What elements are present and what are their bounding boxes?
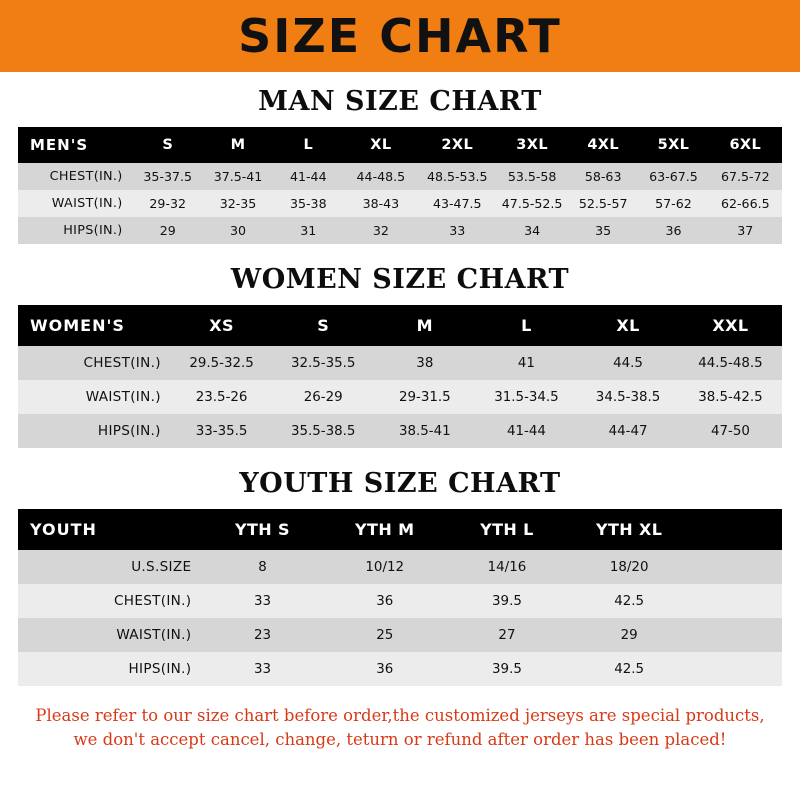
cell: 27 — [446, 618, 568, 652]
cell: 67.5-72 — [709, 163, 782, 190]
cell: 32.5-35.5 — [272, 346, 374, 380]
youth-size-table — [18, 509, 782, 686]
man-header-cell: 4XL — [587, 137, 620, 153]
man-header-cell: S — [162, 137, 174, 153]
women-header-cell: XS — [209, 316, 234, 335]
table-row — [18, 584, 782, 618]
man-header-cell: 3XL — [516, 137, 548, 153]
cell-spacer — [690, 652, 782, 686]
man-header-cell: 5XL — [657, 137, 690, 153]
cell: 10/12 — [324, 550, 446, 584]
row-label: HIPS(IN.) — [18, 414, 171, 448]
man-header-cell: L — [303, 137, 314, 153]
cell: 43-47.5 — [418, 190, 496, 217]
youth-header-cell: YOUTH — [30, 520, 97, 539]
cell: 44.5-48.5 — [679, 346, 782, 380]
table-row — [18, 163, 782, 190]
table-row — [18, 550, 782, 584]
row-label: CHEST(IN.) — [18, 163, 133, 190]
cell: 29.5-32.5 — [171, 346, 273, 380]
cell: 14/16 — [446, 550, 568, 584]
cell: 35-38 — [273, 190, 343, 217]
youth-header-spacer — [690, 509, 782, 550]
cell: 33-35.5 — [171, 414, 273, 448]
cell: 35-37.5 — [133, 163, 203, 190]
man-section-title: MAN SIZE CHART — [258, 86, 542, 117]
youth-table-header-row — [18, 509, 782, 550]
cell: 44.5 — [577, 346, 679, 380]
row-label: U.S.SIZE — [18, 550, 201, 584]
cell: 37 — [709, 217, 782, 244]
cell: 38 — [374, 346, 476, 380]
man-header-cell: 2XL — [441, 137, 474, 153]
cell: 41-44 — [476, 414, 578, 448]
row-label: HIPS(IN.) — [18, 217, 133, 244]
cell: 26-29 — [272, 380, 374, 414]
cell: 23.5-26 — [171, 380, 273, 414]
table-row — [18, 618, 782, 652]
youth-header-cell: YTH M — [355, 520, 415, 539]
cell: 39.5 — [446, 584, 568, 618]
cell: 63-67.5 — [638, 163, 708, 190]
man-header-cell: M — [230, 137, 246, 153]
man-table-header-row — [18, 127, 782, 163]
cell: 32 — [343, 217, 418, 244]
cell: 44-48.5 — [343, 163, 418, 190]
cell: 38.5-42.5 — [679, 380, 782, 414]
cell: 25 — [324, 618, 446, 652]
order-notice — [18, 704, 782, 752]
youth-header-cell: YTH L — [480, 520, 534, 539]
cell: 36 — [324, 652, 446, 686]
cell: 8 — [201, 550, 323, 584]
notice-line-1: Please refer to our size chart before order,the customized jerseys are special products, — [35, 706, 765, 725]
man-size-table — [18, 127, 782, 244]
cell: 31.5-34.5 — [476, 380, 578, 414]
cell: 35.5-38.5 — [272, 414, 374, 448]
cell: 58-63 — [568, 163, 638, 190]
cell: 42.5 — [568, 652, 690, 686]
cell: 47.5-52.5 — [496, 190, 568, 217]
women-table-header-row — [18, 305, 782, 346]
cell: 38-43 — [343, 190, 418, 217]
cell: 37.5-41 — [203, 163, 273, 190]
cell-spacer — [690, 550, 782, 584]
man-header-cell: 6XL — [729, 137, 762, 153]
table-row — [18, 652, 782, 686]
header-bar — [0, 0, 800, 72]
youth-header-cell: YTH XL — [595, 520, 663, 539]
table-row — [18, 380, 782, 414]
cell: 38.5-41 — [374, 414, 476, 448]
women-header-cell: XL — [616, 316, 640, 335]
cell: 42.5 — [568, 584, 690, 618]
cell: 33 — [201, 584, 323, 618]
women-header-cell: L — [521, 316, 532, 335]
women-header-cell: M — [416, 316, 433, 335]
cell: 31 — [273, 217, 343, 244]
women-size-table — [18, 305, 782, 448]
cell: 48.5-53.5 — [418, 163, 496, 190]
cell: 29-31.5 — [374, 380, 476, 414]
cell: 39.5 — [446, 652, 568, 686]
cell: 30 — [203, 217, 273, 244]
cell: 53.5-58 — [496, 163, 568, 190]
cell: 52.5-57 — [568, 190, 638, 217]
row-label: WAIST(IN.) — [18, 618, 201, 652]
cell: 41 — [476, 346, 578, 380]
table-row — [18, 346, 782, 380]
row-label: CHEST(IN.) — [18, 346, 171, 380]
women-section-title: WOMEN SIZE CHART — [230, 264, 570, 295]
row-label: CHEST(IN.) — [18, 584, 201, 618]
cell-spacer — [690, 584, 782, 618]
women-header-cell: XXL — [712, 316, 749, 335]
cell: 34.5-38.5 — [577, 380, 679, 414]
women-header-cell: S — [317, 316, 330, 335]
table-row — [18, 190, 782, 217]
cell: 23 — [201, 618, 323, 652]
cell: 47-50 — [679, 414, 782, 448]
cell: 57-62 — [638, 190, 708, 217]
cell: 36 — [324, 584, 446, 618]
notice-line-2: we don't accept cancel, change, teturn or refund after order has been placed! — [73, 729, 727, 749]
table-row — [18, 414, 782, 448]
cell: 44-47 — [577, 414, 679, 448]
youth-header-cell: YTH S — [234, 520, 290, 539]
row-label: HIPS(IN.) — [18, 652, 201, 686]
women-header-cell: WOMEN'S — [30, 316, 125, 335]
man-header-cell: MEN'S — [30, 136, 89, 154]
cell-spacer — [690, 618, 782, 652]
cell: 33 — [418, 217, 496, 244]
cell: 33 — [201, 652, 323, 686]
cell: 29 — [133, 217, 203, 244]
content-area — [0, 86, 800, 752]
row-label: WAIST(IN.) — [18, 190, 133, 217]
cell: 35 — [568, 217, 638, 244]
table-row — [18, 217, 782, 244]
cell: 36 — [638, 217, 708, 244]
cell: 41-44 — [273, 163, 343, 190]
cell: 29 — [568, 618, 690, 652]
row-label: WAIST(IN.) — [18, 380, 171, 414]
man-header-cell: XL — [370, 137, 392, 153]
page-title: SIZE CHART — [238, 9, 562, 63]
cell: 29-32 — [133, 190, 203, 217]
cell: 34 — [496, 217, 568, 244]
cell: 62-66.5 — [709, 190, 782, 217]
cell: 32-35 — [203, 190, 273, 217]
youth-section-title: YOUTH SIZE CHART — [239, 468, 561, 499]
cell: 18/20 — [568, 550, 690, 584]
